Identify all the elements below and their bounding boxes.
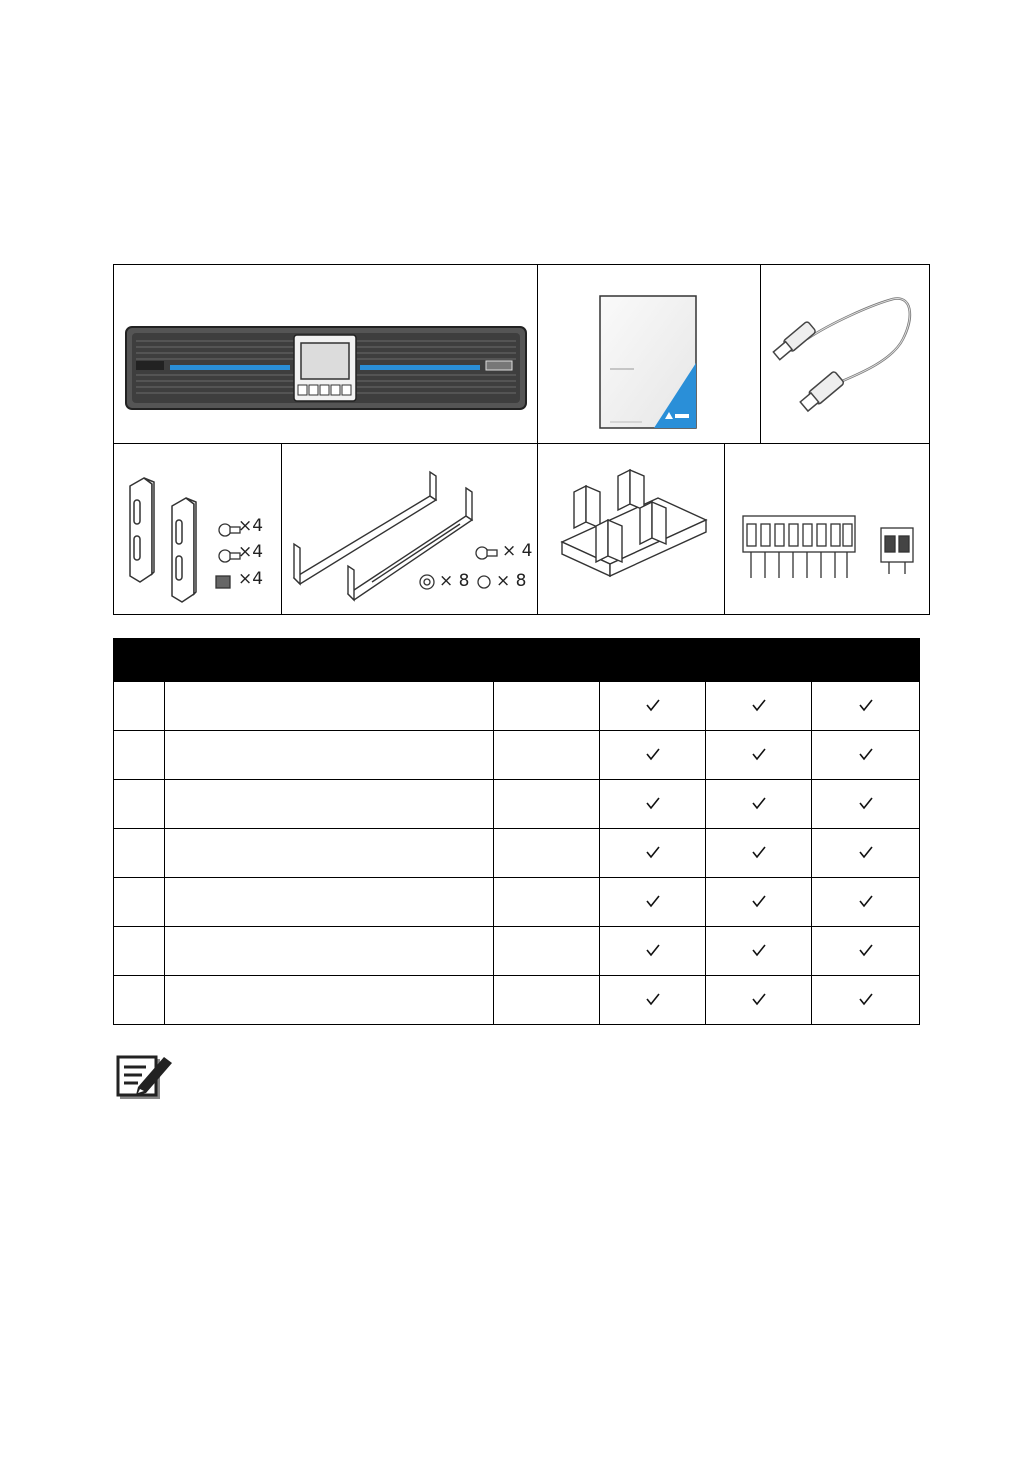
check-icon bbox=[858, 745, 874, 765]
cell-no bbox=[114, 927, 165, 976]
check-icon bbox=[645, 745, 661, 765]
cell-item bbox=[165, 682, 494, 731]
check-icon bbox=[645, 696, 661, 716]
check-icon bbox=[751, 892, 767, 912]
tower-stands-icon bbox=[538, 444, 724, 614]
check-mark-cell bbox=[600, 731, 706, 780]
screw-quantity: ×4 bbox=[238, 516, 264, 536]
check-mark-cell bbox=[812, 731, 920, 780]
table-row bbox=[114, 780, 920, 829]
check-mark-cell bbox=[600, 682, 706, 731]
note-icon bbox=[116, 1049, 174, 1103]
flat-screw-quantity: × 8 bbox=[496, 571, 527, 591]
check-mark-cell bbox=[706, 878, 812, 927]
check-mark-cell bbox=[812, 682, 920, 731]
check-mark-cell bbox=[706, 829, 812, 878]
accessory-picture-grid bbox=[113, 264, 930, 615]
rail-kit-icon bbox=[282, 444, 537, 614]
check-mark-cell bbox=[812, 878, 920, 927]
cell-item bbox=[165, 829, 494, 878]
header-item bbox=[165, 639, 494, 682]
screw-quantity: ×4 bbox=[238, 542, 264, 562]
cell-no bbox=[114, 829, 165, 878]
cell-no bbox=[114, 731, 165, 780]
check-icon bbox=[645, 794, 661, 814]
check-icon bbox=[858, 990, 874, 1010]
nut-quantity: ×4 bbox=[238, 569, 264, 589]
cell-qty bbox=[494, 878, 600, 927]
check-icon bbox=[858, 696, 874, 716]
check-mark-cell bbox=[812, 780, 920, 829]
cell-qty bbox=[494, 780, 600, 829]
table-row bbox=[114, 682, 920, 731]
cell-no bbox=[114, 976, 165, 1025]
check-icon bbox=[751, 941, 767, 961]
check-icon bbox=[751, 794, 767, 814]
check-icon bbox=[751, 843, 767, 863]
check-icon bbox=[751, 990, 767, 1010]
user-manual-icon bbox=[538, 265, 760, 443]
table-row bbox=[114, 731, 920, 780]
check-mark-cell bbox=[706, 780, 812, 829]
header-no bbox=[114, 639, 165, 682]
ups-front-panel-icon bbox=[114, 265, 537, 443]
cell-qty bbox=[494, 976, 600, 1025]
table-row bbox=[114, 829, 920, 878]
cell-qty bbox=[494, 682, 600, 731]
header-qty bbox=[494, 639, 600, 682]
table-header-row bbox=[114, 639, 920, 682]
cell-item bbox=[165, 976, 494, 1025]
cell-no bbox=[114, 682, 165, 731]
check-icon bbox=[645, 941, 661, 961]
cell-no bbox=[114, 780, 165, 829]
check-mark-cell bbox=[706, 731, 812, 780]
table-row bbox=[114, 878, 920, 927]
cell-qty bbox=[494, 731, 600, 780]
check-mark-cell bbox=[812, 829, 920, 878]
check-mark-cell bbox=[600, 927, 706, 976]
header-model-3 bbox=[812, 639, 920, 682]
cell-qty bbox=[494, 829, 600, 878]
terminal-blocks-icon bbox=[725, 444, 929, 614]
cell-no bbox=[114, 878, 165, 927]
check-mark-cell bbox=[600, 829, 706, 878]
table-row bbox=[114, 927, 920, 976]
header-model-1 bbox=[600, 639, 706, 682]
check-mark-cell bbox=[600, 976, 706, 1025]
cell-qty bbox=[494, 927, 600, 976]
check-mark-cell bbox=[706, 976, 812, 1025]
cell-item bbox=[165, 927, 494, 976]
accessory-table bbox=[113, 638, 920, 1025]
rail-screw-quantity: × 4 bbox=[502, 541, 533, 561]
check-icon bbox=[858, 892, 874, 912]
header-model-2 bbox=[706, 639, 812, 682]
cell-item bbox=[165, 731, 494, 780]
rack-ears-icon bbox=[114, 444, 281, 614]
check-icon bbox=[751, 745, 767, 765]
check-icon bbox=[858, 941, 874, 961]
check-icon bbox=[858, 794, 874, 814]
cell-item bbox=[165, 878, 494, 927]
check-mark-cell bbox=[706, 927, 812, 976]
check-icon bbox=[645, 843, 661, 863]
check-mark-cell bbox=[812, 927, 920, 976]
table-row bbox=[114, 976, 920, 1025]
check-mark-cell bbox=[600, 878, 706, 927]
check-mark-cell bbox=[600, 780, 706, 829]
usb-cable-icon bbox=[761, 265, 929, 443]
check-mark-cell bbox=[812, 976, 920, 1025]
cell-item bbox=[165, 780, 494, 829]
check-icon bbox=[858, 843, 874, 863]
check-icon bbox=[645, 892, 661, 912]
washer-quantity: × 8 bbox=[439, 571, 470, 591]
check-icon bbox=[751, 696, 767, 716]
check-mark-cell bbox=[706, 682, 812, 731]
check-icon bbox=[645, 990, 661, 1010]
